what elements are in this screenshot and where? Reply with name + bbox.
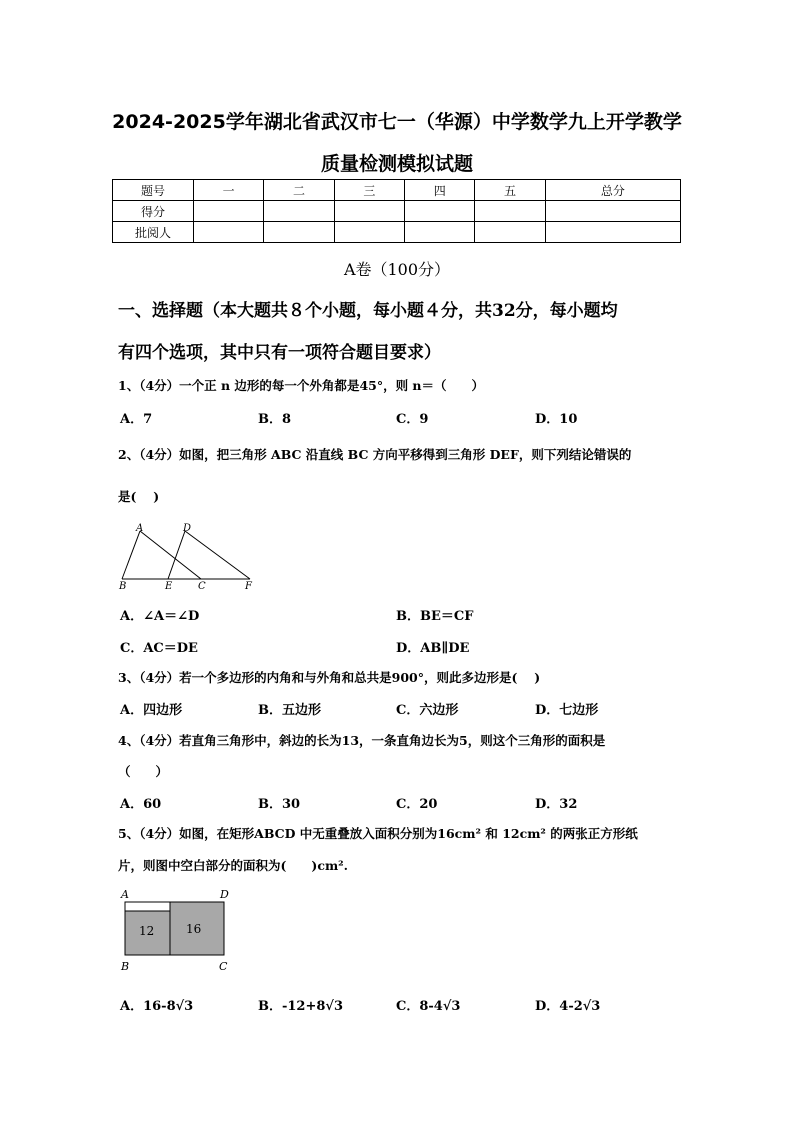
question-4-option-b: B．30 [258,797,301,812]
score-table-cell: 得分 [113,201,194,222]
question-4-option-d: D．32 [535,797,578,812]
question-2-stem-cont: 是( ) [118,489,160,504]
score-table-cell: 三 [334,180,404,201]
question-3-option-a: A．四边形 [120,703,183,718]
question-5-option-a: A．16-8√3 [120,999,194,1014]
question-1-option-a: A．7 [120,412,153,427]
square-16-label: 16 [186,922,202,936]
figure-label-a: A [136,523,144,534]
question-3-option-b: B．五边形 [258,703,321,718]
square-12-label: 12 [139,924,155,938]
score-table-cell: 二 [264,180,334,201]
score-table-cell [334,201,404,222]
score-table-cell [475,222,545,243]
figure-label-f: F [245,581,252,592]
score-table-cell [405,222,475,243]
score-table-cell [194,222,264,243]
question-3-option-d: D．七边形 [535,703,599,718]
figure-label-e: E [165,581,173,592]
question-5-option-b: B．-12+8√3 [258,999,344,1014]
score-table-cell [475,201,545,222]
doc-title-line1: 2024-2025学年湖北省武汉市七一（华源）中学数学九上开学教学 [112,111,682,133]
figure-line [122,531,140,579]
rectangle-squares-figure [112,883,240,975]
question-3-stem: 3、（4分）若一个多边形的内角和与外角和总共是900°，则此多边形是( ) [118,670,541,685]
question-2-option-a: A．∠A＝∠D [120,609,200,624]
question-5-stem: 5、（4分）如图，在矩形ABCD 中无重叠放入面积分别为16cm² 和 12cm² 的两张正方形纸 [118,826,638,841]
figure-label-d: D [183,523,192,534]
score-table-cell: 五 [475,180,545,201]
score-table-cell: 四 [405,180,475,201]
figure-line [185,531,250,579]
question-1-option-c: C．9 [396,412,429,427]
score-table-cell [545,201,680,222]
question-2-option-b: B．BE＝CF [396,609,474,624]
question-3-option-c: C．六边形 [396,703,459,718]
figure-label-b: B [121,960,130,973]
score-table-cell [334,222,404,243]
score-table-cell [264,222,334,243]
score-table-row [113,201,681,222]
section-heading-line2: 有四个选项，其中只有一项符合题目要求） [118,343,441,363]
score-table-cell: 总分 [545,180,680,201]
question-4-option-a: A．60 [120,797,162,812]
question-1-stem: 1、（4分）一个正 n 边形的每一个外角都是45°，则 n＝（ ） [118,378,485,393]
score-table-header-row [113,180,681,201]
question-5-option-c: C．8-4√3 [396,999,461,1014]
figure-label-d: D [220,888,229,901]
question-2-stem: 2、（4分）如图，把三角形 ABC 沿直线 BC 方向平移得到三角形 DEF，则下列结论错误的 [118,447,632,462]
question-5-option-d: D．4-2√3 [535,999,601,1014]
section-heading-line1: 一、选择题（本大题共８个小题，每小题４分，共32分，每小题均 [118,301,618,321]
score-table-cell: 题号 [113,180,194,201]
score-table-row [113,222,681,243]
score-table [112,179,681,243]
score-table-cell [194,201,264,222]
figure-label-b: B [119,581,127,592]
score-table-cell [545,222,680,243]
score-table-cell [405,201,475,222]
score-table-cell: 一 [194,180,264,201]
figure-label-c: C [198,581,206,592]
figure-label-a: A [121,888,129,901]
figure-label-c: C [219,960,228,973]
question-4-option-c: C．20 [396,797,438,812]
doc-title-line2: 质量检测模拟试题 [320,153,473,175]
translation-triangles-figure [112,520,262,592]
question-1-option-d: D．10 [535,412,578,427]
volume-heading: A卷（100分） [343,260,451,279]
question-4-stem: 4、（4分）若直角三角形中，斜边的长为13，一条直角边长为5，则这个三角形的面积是 [118,733,606,748]
question-2-option-c: C．AC＝DE [120,641,198,656]
question-5-stem-cont: 片，则图中空白部分的面积为( )cm². [118,858,348,873]
score-table-cell: 批阅人 [113,222,194,243]
question-1-option-b: B．8 [258,412,292,427]
question-4-stem-cont: （ ） [118,764,169,779]
question-2-option-d: D．AB∥DE [396,641,470,656]
score-table-cell [264,201,334,222]
